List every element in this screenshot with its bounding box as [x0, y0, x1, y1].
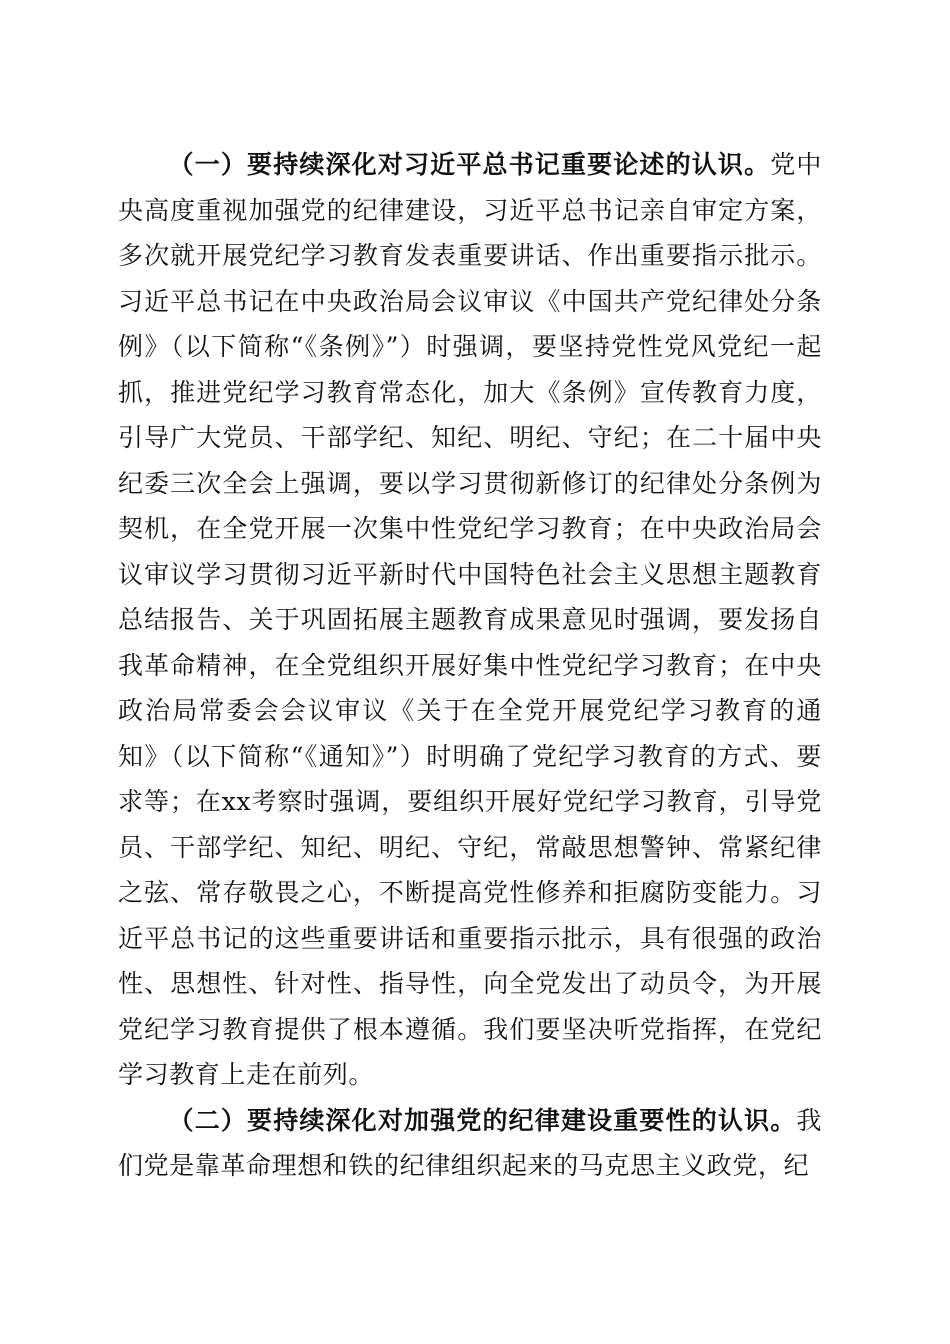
document-body — [118, 142, 822, 1189]
paragraph-1-heading: （一）要持续深化对习近平总书记重要论述的认识。 — [168, 150, 771, 179]
paragraph-2-heading: （二）要持续深化对加强党的纪律建设重要性的认识。 — [168, 1105, 797, 1135]
paragraph-1-body: 党中央高度重视加强党的纪律建设，习近平总书记亲自审定方案，多次就开展党纪学习教育发表重要讲话、作出重要指示批示。习近平总书记在中央政治局会议审议《中国共产党纪律处分条例》（以下简称“《条例》”）时强调，要坚持党性党风党纪一起抓，推进党纪学习教育常态化，加大《条例》宣传教育力度，引导广大党员、干部学纪、知纪、明纪、守纪；在二十届中央纪委三次全会上强调，要以学习贯彻新修订的纪律处分条例为契机，在全党开展一次集中性党纪学习教育；在中央政治局会议审议学习贯彻习近平新时代中国特色社会主义思想主题教育总结报告、关于巩固拓展主题教育成果意见时强调，要发扬自我革命精神，在全党组织开展好集中性党纪学习教育；在中央政治局常委会会议审议《关于在全党开展党纪学习教育的通知》（以下简称“《通知》”）时明确了党纪学习教育的方式、要求等；在xx考察时强调，要组织开展好党纪学习教育，引导党员、干部学纪、知纪、明纪、守纪，常敲思想警钟、常紧纪律之弦、常存敬畏之心，不断提高党性修养和拒腐防变能力。习近平总书记的这些重要讲话和重要指示批示，具有很强的政治性、思想性、针对性、指导性，向全党发出了动员令，为开展党纪学习教育提供了根本遵循。我们要坚决听党指挥，在党纪学习教育上走在前列。 — [118, 150, 822, 1089]
paragraph-2 — [118, 1098, 822, 1189]
paragraph-2-body: 我们党是靠革命理想和铁的纪律组织起来的马克思主义政党，纪 — [118, 1105, 822, 1180]
paragraph-1 — [118, 142, 822, 1098]
